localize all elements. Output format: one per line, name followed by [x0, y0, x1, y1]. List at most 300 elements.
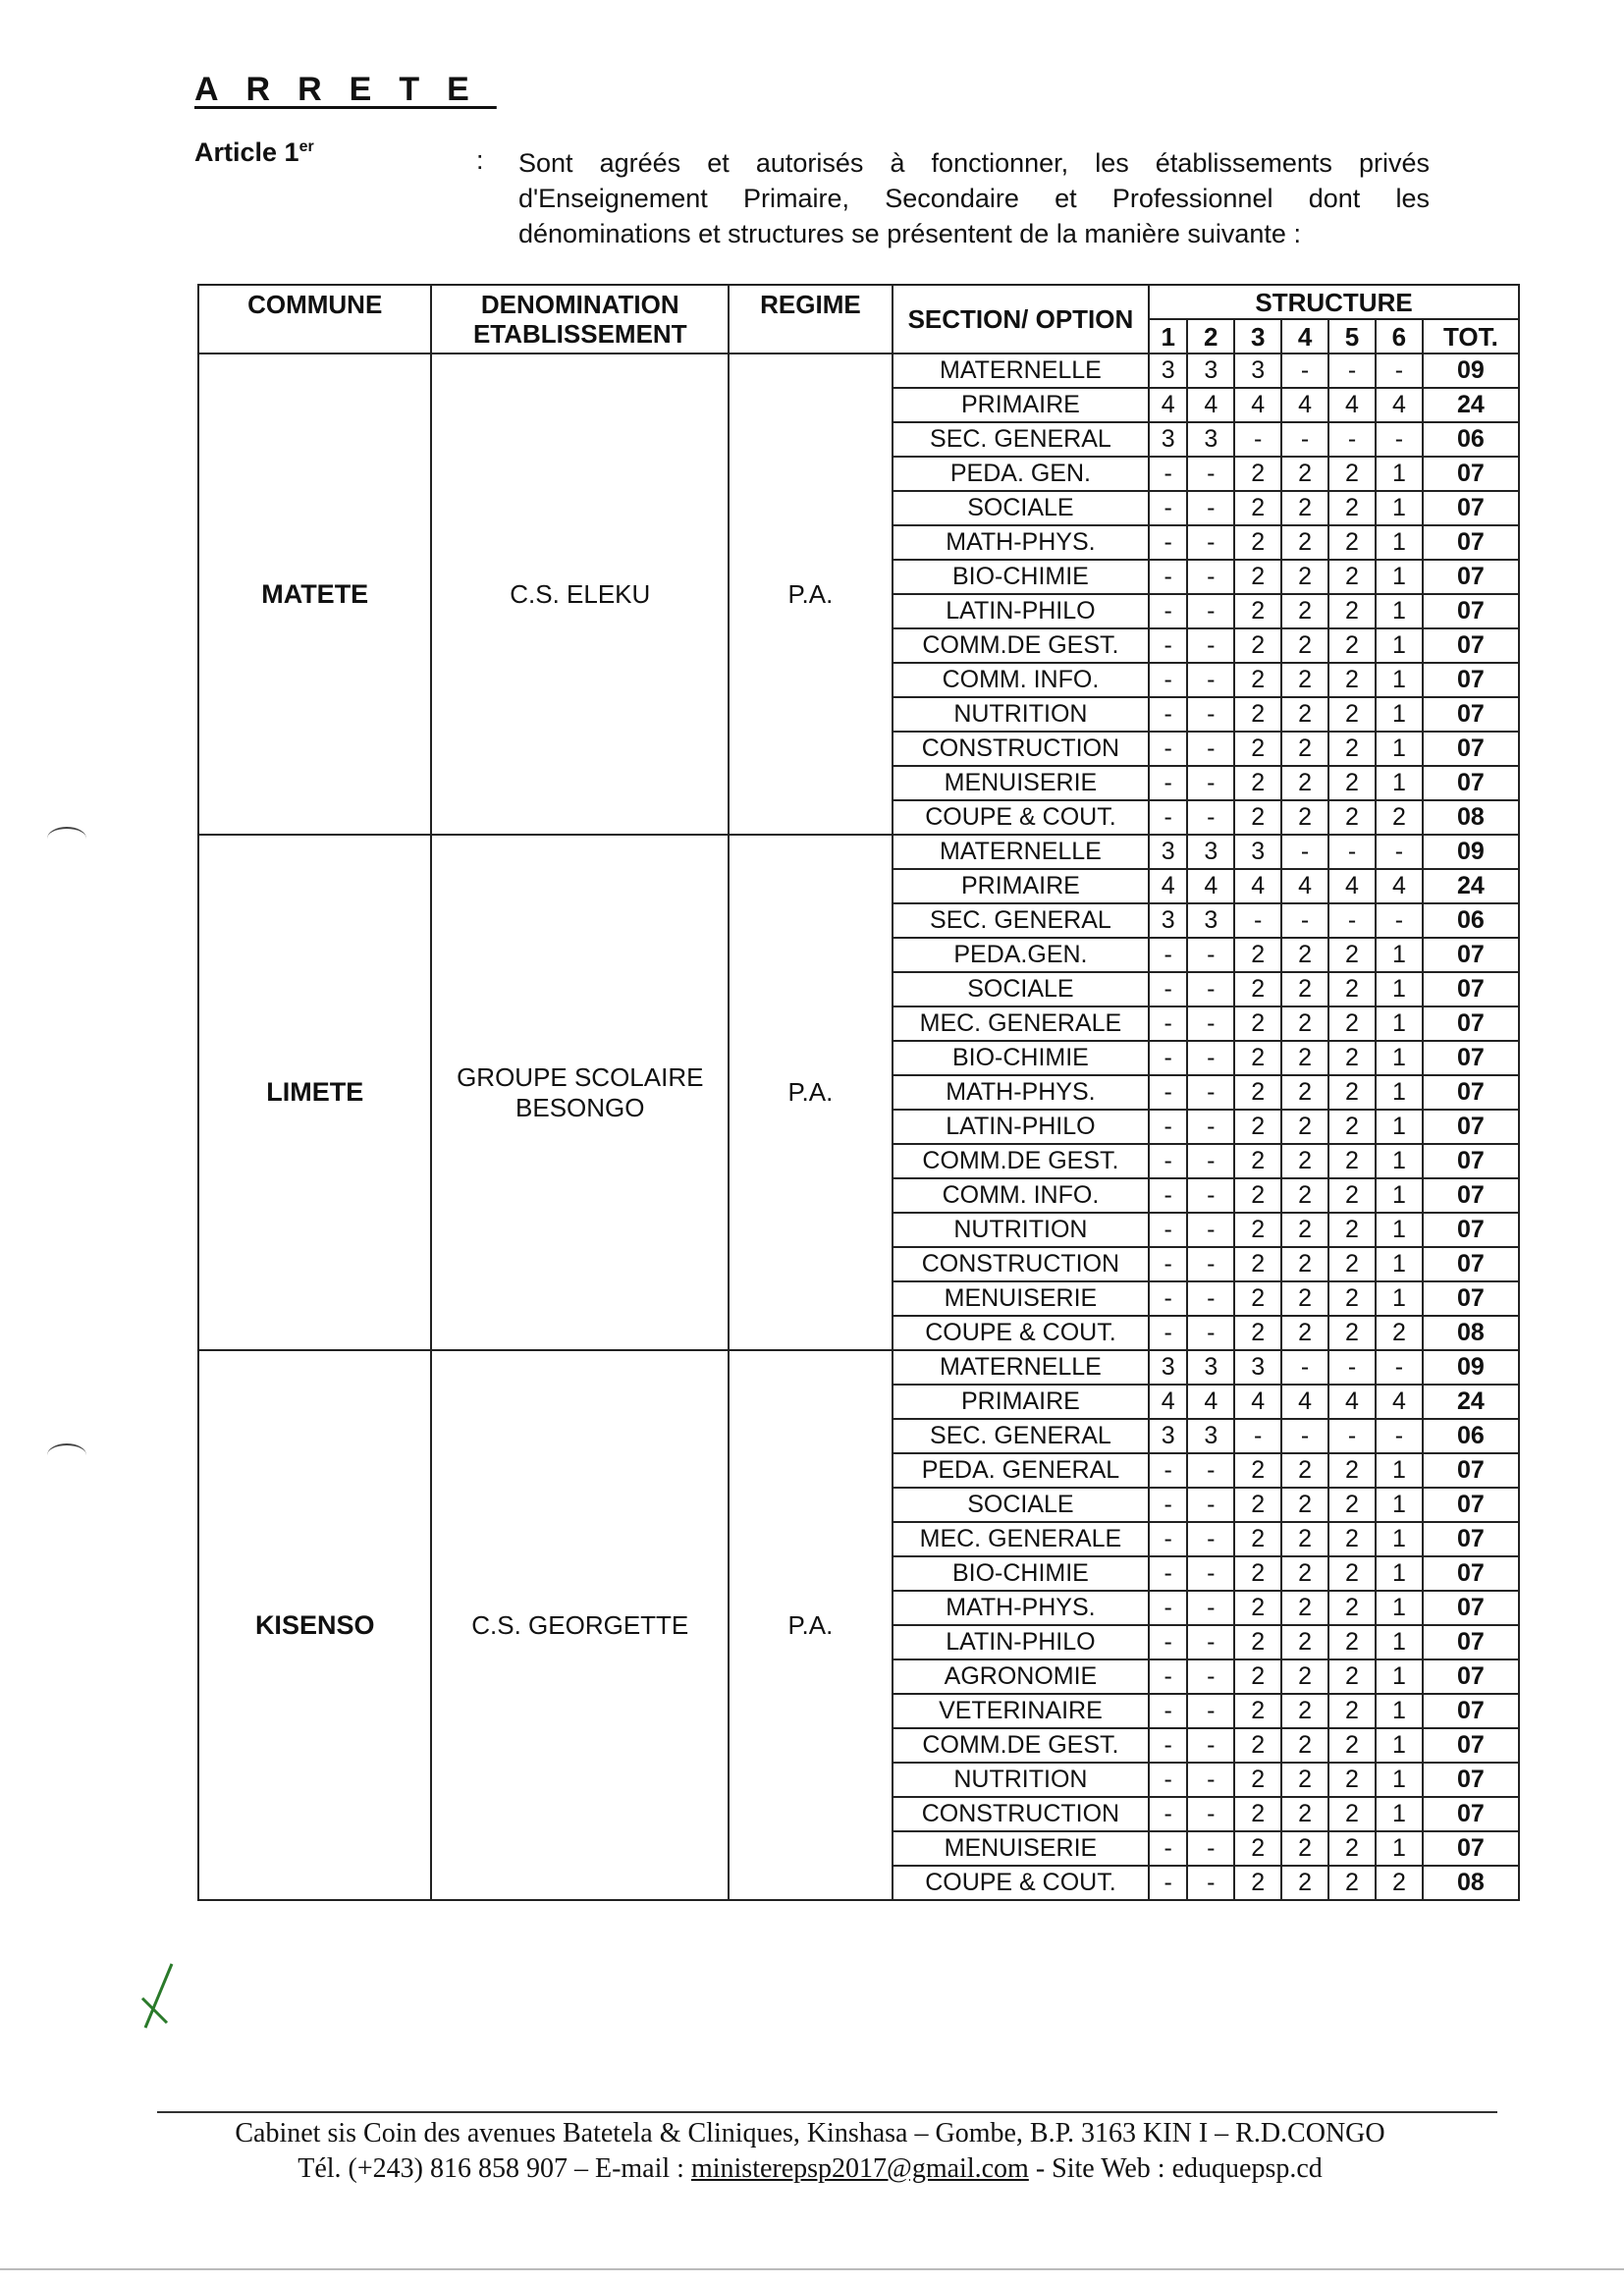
structure-cell-2: 3 [1187, 903, 1234, 938]
structure-cell-1: - [1149, 1178, 1187, 1213]
total-cell: 09 [1423, 353, 1519, 388]
structure-cell-4: 2 [1281, 594, 1328, 628]
structure-cell-1: - [1149, 594, 1187, 628]
structure-cell-6: 1 [1376, 1488, 1423, 1522]
structure-cell-5: - [1328, 835, 1376, 869]
total-cell: 07 [1423, 1213, 1519, 1247]
structure-cell-4: 2 [1281, 1659, 1328, 1694]
option-cell: NUTRITION [893, 1763, 1149, 1797]
structure-cell-3: 4 [1234, 869, 1281, 903]
structure-cell-2: - [1187, 525, 1234, 560]
structure-cell-1: - [1149, 1247, 1187, 1281]
structure-cell-1: 3 [1149, 422, 1187, 457]
structure-cell-6: 4 [1376, 388, 1423, 422]
structure-cell-4: - [1281, 1350, 1328, 1385]
structure-cell-6: - [1376, 1419, 1423, 1453]
structure-cell-3: 3 [1234, 353, 1281, 388]
structure-cell-6: 1 [1376, 1763, 1423, 1797]
structure-cell-5: 2 [1328, 1041, 1376, 1075]
total-cell: 07 [1423, 1281, 1519, 1316]
structure-cell-3: 2 [1234, 1488, 1281, 1522]
total-cell: 07 [1423, 938, 1519, 972]
structure-cell-1: 3 [1149, 353, 1187, 388]
structure-cell-5: 2 [1328, 1522, 1376, 1556]
option-cell: PEDA.GEN. [893, 938, 1149, 972]
option-cell: LATIN-PHILO [893, 594, 1149, 628]
structure-cell-1: - [1149, 628, 1187, 663]
structure-cell-1: - [1149, 938, 1187, 972]
structure-cell-2: 3 [1187, 353, 1234, 388]
structure-cell-2: - [1187, 1488, 1234, 1522]
structure-cell-2: 3 [1187, 835, 1234, 869]
structure-cell-2: - [1187, 938, 1234, 972]
article-label-text: Article 1 [194, 137, 299, 167]
structure-cell-5: 2 [1328, 525, 1376, 560]
structure-cell-6: 2 [1376, 800, 1423, 835]
structure-cell-2: - [1187, 1831, 1234, 1866]
footer-email-link[interactable]: ministerepsp2017@gmail.com [690, 2153, 1029, 2184]
structure-cell-1: - [1149, 457, 1187, 491]
structure-cell-3: 2 [1234, 525, 1281, 560]
structure-cell-5: 2 [1328, 1659, 1376, 1694]
structure-cell-2: 3 [1187, 1350, 1234, 1385]
structure-cell-3: 2 [1234, 732, 1281, 766]
structure-cell-2: - [1187, 1213, 1234, 1247]
structure-cell-2: - [1187, 1866, 1234, 1900]
header-col-5: 5 [1328, 319, 1376, 353]
structure-cell-4: 4 [1281, 388, 1328, 422]
structure-cell-4: 2 [1281, 1178, 1328, 1213]
structure-cell-6: 1 [1376, 1144, 1423, 1178]
structure-cell-4: 2 [1281, 1006, 1328, 1041]
structure-cell-3: 2 [1234, 1831, 1281, 1866]
total-cell: 06 [1423, 903, 1519, 938]
structure-cell-2: - [1187, 663, 1234, 697]
structure-cell-6: 1 [1376, 560, 1423, 594]
signature-mark [137, 1954, 196, 2033]
structure-cell-1: - [1149, 1488, 1187, 1522]
structure-cell-4: 2 [1281, 1488, 1328, 1522]
option-cell: PRIMAIRE [893, 869, 1149, 903]
structure-cell-3: - [1234, 422, 1281, 457]
total-cell: 07 [1423, 1625, 1519, 1659]
header-col-tot: TOT. [1423, 319, 1519, 353]
structure-cell-6: 1 [1376, 1591, 1423, 1625]
structure-cell-4: 2 [1281, 1556, 1328, 1591]
footer-phone: Tél. (+243) 816 858 907 – E-mail : [298, 2153, 684, 2184]
structure-cell-3: 2 [1234, 1866, 1281, 1900]
option-cell: COUPE & COUT. [893, 1866, 1149, 1900]
structure-cell-6: 1 [1376, 1075, 1423, 1110]
structure-cell-4: - [1281, 422, 1328, 457]
structure-cell-3: 2 [1234, 457, 1281, 491]
structure-cell-5: 2 [1328, 1247, 1376, 1281]
structure-cell-1: - [1149, 1075, 1187, 1110]
structure-cell-6: 1 [1376, 1110, 1423, 1144]
structure-cell-3: 2 [1234, 1625, 1281, 1659]
header-col-4: 4 [1281, 319, 1328, 353]
structure-cell-4: 2 [1281, 1694, 1328, 1728]
total-cell: 07 [1423, 1110, 1519, 1144]
structure-cell-2: - [1187, 628, 1234, 663]
structure-cell-6: 2 [1376, 1316, 1423, 1350]
structure-cell-4: 2 [1281, 663, 1328, 697]
structure-cell-1: - [1149, 800, 1187, 835]
structure-cell-6: 1 [1376, 972, 1423, 1006]
structure-cell-5: - [1328, 422, 1376, 457]
etablissement-cell: C.S. GEORGETTE [431, 1350, 729, 1900]
structure-cell-1: 3 [1149, 1350, 1187, 1385]
structure-cell-6: - [1376, 1350, 1423, 1385]
structure-cell-3: 2 [1234, 594, 1281, 628]
article-label [194, 137, 314, 168]
structure-cell-2: - [1187, 560, 1234, 594]
structure-cell-4: 2 [1281, 1316, 1328, 1350]
total-cell: 07 [1423, 1763, 1519, 1797]
structure-cell-2: 3 [1187, 422, 1234, 457]
total-cell: 07 [1423, 560, 1519, 594]
header-col-2: 2 [1187, 319, 1234, 353]
option-cell: COMM.DE GEST. [893, 628, 1149, 663]
structure-cell-4: 2 [1281, 938, 1328, 972]
punch-hole-top [47, 827, 86, 850]
option-cell: MENUISERIE [893, 1281, 1149, 1316]
option-cell: CONSTRUCTION [893, 1247, 1149, 1281]
structure-cell-2: - [1187, 491, 1234, 525]
structure-cell-2: - [1187, 1625, 1234, 1659]
structure-cell-2: - [1187, 800, 1234, 835]
article-text: Sont agréés et autorisés à fonctionner, les établissements privés d'Enseignement Primaire, Secondaire et Professionnel dont les dénominations et structures se présentent de la manière suivante : [518, 148, 1430, 248]
structure-cell-4: 4 [1281, 1385, 1328, 1419]
structure-cell-5: 2 [1328, 1488, 1376, 1522]
structure-cell-4: 2 [1281, 457, 1328, 491]
structure-cell-3: 2 [1234, 1110, 1281, 1144]
structure-cell-5: 4 [1328, 388, 1376, 422]
commune-cell: MATETE [198, 353, 431, 835]
bottom-rule [0, 2268, 1624, 2270]
structure-cell-5: 2 [1328, 1556, 1376, 1591]
structure-cell-1: 3 [1149, 903, 1187, 938]
structure-cell-4: 2 [1281, 491, 1328, 525]
table-body [198, 353, 1519, 1900]
structure-cell-5: 2 [1328, 1625, 1376, 1659]
structure-cell-3: 2 [1234, 1316, 1281, 1350]
structure-cell-3: 2 [1234, 800, 1281, 835]
structure-cell-4: - [1281, 835, 1328, 869]
option-cell: PEDA. GENERAL [893, 1453, 1149, 1488]
total-cell: 07 [1423, 663, 1519, 697]
structure-cell-2: - [1187, 1659, 1234, 1694]
option-cell: BIO-CHIMIE [893, 1041, 1149, 1075]
header-denomination: DENOMINATION ETABLISSEMENT [431, 285, 729, 353]
total-cell: 07 [1423, 1522, 1519, 1556]
structure-cell-3: 2 [1234, 766, 1281, 800]
structure-cell-5: 2 [1328, 1763, 1376, 1797]
option-cell: SOCIALE [893, 972, 1149, 1006]
structure-cell-6: - [1376, 353, 1423, 388]
total-cell: 07 [1423, 1247, 1519, 1281]
structure-cell-4: - [1281, 1419, 1328, 1453]
regime-cell: P.A. [729, 1350, 893, 1900]
header-commune: COMMUNE [198, 285, 431, 353]
option-cell: MATH-PHYS. [893, 1591, 1149, 1625]
option-cell: MENUISERIE [893, 766, 1149, 800]
structure-cell-6: 1 [1376, 697, 1423, 732]
structure-cell-4: 2 [1281, 1144, 1328, 1178]
structure-cell-5: 2 [1328, 1213, 1376, 1247]
structure-cell-5: 2 [1328, 732, 1376, 766]
option-cell: MATERNELLE [893, 353, 1149, 388]
header-section: SECTION/ OPTION [893, 285, 1149, 353]
structure-cell-3: 2 [1234, 1247, 1281, 1281]
option-cell: MENUISERIE [893, 1831, 1149, 1866]
structure-cell-5: 2 [1328, 1316, 1376, 1350]
structure-cell-4: 2 [1281, 766, 1328, 800]
table-header-row [198, 285, 1519, 319]
total-cell: 07 [1423, 1006, 1519, 1041]
option-cell: COMM.DE GEST. [893, 1728, 1149, 1763]
structure-cell-2: - [1187, 1797, 1234, 1831]
structure-cell-1: - [1149, 697, 1187, 732]
total-cell: 08 [1423, 1866, 1519, 1900]
structure-cell-1: - [1149, 1728, 1187, 1763]
option-cell: AGRONOMIE [893, 1659, 1149, 1694]
total-cell: 07 [1423, 1659, 1519, 1694]
option-cell: CONSTRUCTION [893, 1797, 1149, 1831]
article-colon: : [476, 145, 484, 175]
structure-cell-3: 2 [1234, 1213, 1281, 1247]
footer-rule [157, 2111, 1497, 2113]
structure-cell-3: 2 [1234, 1281, 1281, 1316]
structure-cell-6: 1 [1376, 1041, 1423, 1075]
structure-cell-6: 1 [1376, 1522, 1423, 1556]
option-cell: BIO-CHIMIE [893, 1556, 1149, 1591]
option-cell: MATH-PHYS. [893, 525, 1149, 560]
structure-cell-6: 1 [1376, 1453, 1423, 1488]
structure-cell-6: 1 [1376, 1728, 1423, 1763]
structure-cell-5: 2 [1328, 1281, 1376, 1316]
structure-cell-5: 4 [1328, 869, 1376, 903]
punch-hole-bottom [47, 1443, 86, 1467]
structure-cell-1: - [1149, 1522, 1187, 1556]
structure-cell-2: - [1187, 1556, 1234, 1591]
structure-cell-4: - [1281, 353, 1328, 388]
structure-cell-1: - [1149, 1281, 1187, 1316]
structure-cell-4: 2 [1281, 1728, 1328, 1763]
total-cell: 07 [1423, 1488, 1519, 1522]
structure-cell-3: - [1234, 1419, 1281, 1453]
structure-cell-5: 2 [1328, 1144, 1376, 1178]
structure-cell-2: - [1187, 1178, 1234, 1213]
structure-cell-6: - [1376, 835, 1423, 869]
structure-cell-2: - [1187, 1144, 1234, 1178]
structure-cell-2: - [1187, 972, 1234, 1006]
structure-cell-6: 1 [1376, 766, 1423, 800]
structure-cell-2: - [1187, 766, 1234, 800]
structure-cell-3: 2 [1234, 1728, 1281, 1763]
option-cell: COUPE & COUT. [893, 1316, 1149, 1350]
structure-cell-1: - [1149, 766, 1187, 800]
structure-cell-5: 2 [1328, 697, 1376, 732]
structure-cell-4: 4 [1281, 869, 1328, 903]
option-cell: PRIMAIRE [893, 1385, 1149, 1419]
structure-cell-2: - [1187, 1522, 1234, 1556]
structure-cell-3: 2 [1234, 1522, 1281, 1556]
etablissement-cell: GROUPE SCOLAIRE BESONGO [431, 835, 729, 1350]
structure-cell-1: - [1149, 491, 1187, 525]
option-cell: LATIN-PHILO [893, 1110, 1149, 1144]
footer-address: Cabinet sis Coin des avenues Batetela & Cliniques, Kinshasa – Gombe, B.P. 3163 KIN I – R.D.CONGO [235, 2118, 1385, 2148]
structure-cell-1: - [1149, 1694, 1187, 1728]
structure-cell-1: - [1149, 560, 1187, 594]
structure-cell-3: 2 [1234, 560, 1281, 594]
structure-cell-4: 2 [1281, 972, 1328, 1006]
structure-cell-5: 2 [1328, 663, 1376, 697]
structure-cell-6: 1 [1376, 594, 1423, 628]
total-cell: 07 [1423, 1144, 1519, 1178]
structure-cell-3: 2 [1234, 938, 1281, 972]
option-cell: COUPE & COUT. [893, 800, 1149, 835]
structure-cell-2: - [1187, 1006, 1234, 1041]
structure-table [197, 284, 1520, 1901]
structure-cell-2: 3 [1187, 1419, 1234, 1453]
header-regime: REGIME [729, 285, 893, 353]
structure-cell-1: - [1149, 1144, 1187, 1178]
structure-cell-5: 2 [1328, 972, 1376, 1006]
structure-cell-4: 2 [1281, 1797, 1328, 1831]
structure-cell-1: - [1149, 1797, 1187, 1831]
total-cell: 06 [1423, 1419, 1519, 1453]
structure-cell-3: 2 [1234, 491, 1281, 525]
commune-cell: LIMETE [198, 835, 431, 1350]
structure-cell-5: 2 [1328, 1453, 1376, 1488]
footer-website: - Site Web : eduquepsp.cd [1035, 2153, 1323, 2184]
structure-cell-6: 1 [1376, 732, 1423, 766]
structure-cell-6: 1 [1376, 628, 1423, 663]
structure-cell-1: - [1149, 1591, 1187, 1625]
structure-cell-2: - [1187, 697, 1234, 732]
total-cell: 24 [1423, 869, 1519, 903]
structure-cell-5: 2 [1328, 1797, 1376, 1831]
structure-cell-1: - [1149, 1006, 1187, 1041]
structure-cell-6: 1 [1376, 1797, 1423, 1831]
structure-cell-4: 2 [1281, 1625, 1328, 1659]
structure-cell-1: - [1149, 1659, 1187, 1694]
structure-cell-1: - [1149, 525, 1187, 560]
total-cell: 07 [1423, 594, 1519, 628]
regime-cell: P.A. [729, 353, 893, 835]
structure-cell-1: - [1149, 1316, 1187, 1350]
structure-cell-6: 1 [1376, 938, 1423, 972]
structure-cell-5: 2 [1328, 457, 1376, 491]
structure-cell-3: 2 [1234, 1453, 1281, 1488]
structure-cell-5: - [1328, 1350, 1376, 1385]
structure-cell-1: - [1149, 732, 1187, 766]
structure-cell-6: 1 [1376, 1006, 1423, 1041]
structure-cell-5: 2 [1328, 800, 1376, 835]
structure-cell-3: 4 [1234, 1385, 1281, 1419]
total-cell: 07 [1423, 972, 1519, 1006]
etablissement-cell: C.S. ELEKU [431, 353, 729, 835]
structure-cell-3: 3 [1234, 1350, 1281, 1385]
total-cell: 07 [1423, 457, 1519, 491]
total-cell: 07 [1423, 1694, 1519, 1728]
structure-cell-4: 2 [1281, 1831, 1328, 1866]
structure-cell-5: 2 [1328, 560, 1376, 594]
structure-cell-4: 2 [1281, 1522, 1328, 1556]
article-label-sup: er [298, 138, 314, 155]
table-row [198, 1350, 1519, 1385]
structure-cell-2: 4 [1187, 388, 1234, 422]
option-cell: BIO-CHIMIE [893, 560, 1149, 594]
total-cell: 07 [1423, 1041, 1519, 1075]
structure-cell-3: 3 [1234, 835, 1281, 869]
structure-cell-3: 2 [1234, 1178, 1281, 1213]
structure-cell-2: 4 [1187, 1385, 1234, 1419]
structure-cell-3: 2 [1234, 1075, 1281, 1110]
total-cell: 07 [1423, 1728, 1519, 1763]
structure-cell-4: 2 [1281, 1110, 1328, 1144]
structure-cell-5: 2 [1328, 938, 1376, 972]
structure-cell-6: 1 [1376, 1213, 1423, 1247]
footer [157, 2116, 1463, 2187]
structure-cell-1: 4 [1149, 869, 1187, 903]
option-cell: COMM. INFO. [893, 663, 1149, 697]
structure-cell-1: - [1149, 972, 1187, 1006]
structure-cell-5: - [1328, 903, 1376, 938]
structure-cell-4: 2 [1281, 1213, 1328, 1247]
structure-cell-5: 2 [1328, 628, 1376, 663]
option-cell: MATERNELLE [893, 1350, 1149, 1385]
header-col-6: 6 [1376, 319, 1423, 353]
structure-cell-6: 1 [1376, 1831, 1423, 1866]
structure-cell-5: 2 [1328, 1866, 1376, 1900]
option-cell: NUTRITION [893, 1213, 1149, 1247]
table-row [198, 835, 1519, 869]
structure-cell-2: - [1187, 732, 1234, 766]
total-cell: 07 [1423, 766, 1519, 800]
structure-cell-4: 2 [1281, 697, 1328, 732]
total-cell: 07 [1423, 1453, 1519, 1488]
structure-cell-4: 2 [1281, 1453, 1328, 1488]
total-cell: 07 [1423, 697, 1519, 732]
option-cell: LATIN-PHILO [893, 1625, 1149, 1659]
structure-cell-2: - [1187, 1247, 1234, 1281]
structure-cell-5: 2 [1328, 1694, 1376, 1728]
structure-cell-5: 2 [1328, 1178, 1376, 1213]
structure-cell-4: 2 [1281, 1281, 1328, 1316]
structure-cell-6: 1 [1376, 1694, 1423, 1728]
total-cell: 09 [1423, 1350, 1519, 1385]
structure-cell-6: 1 [1376, 1659, 1423, 1694]
total-cell: 07 [1423, 732, 1519, 766]
structure-cell-6: 1 [1376, 1247, 1423, 1281]
structure-cell-4: 2 [1281, 525, 1328, 560]
structure-cell-6: 1 [1376, 1625, 1423, 1659]
header-col-3: 3 [1234, 319, 1281, 353]
structure-cell-4: 2 [1281, 560, 1328, 594]
total-cell: 24 [1423, 388, 1519, 422]
option-cell: MEC. GENERALE [893, 1006, 1149, 1041]
option-cell: CONSTRUCTION [893, 732, 1149, 766]
structure-cell-2: - [1187, 457, 1234, 491]
structure-cell-5: 2 [1328, 1591, 1376, 1625]
structure-cell-4: 2 [1281, 1866, 1328, 1900]
total-cell: 07 [1423, 525, 1519, 560]
option-cell: SEC. GENERAL [893, 903, 1149, 938]
structure-cell-3: 2 [1234, 697, 1281, 732]
structure-cell-1: - [1149, 1831, 1187, 1866]
